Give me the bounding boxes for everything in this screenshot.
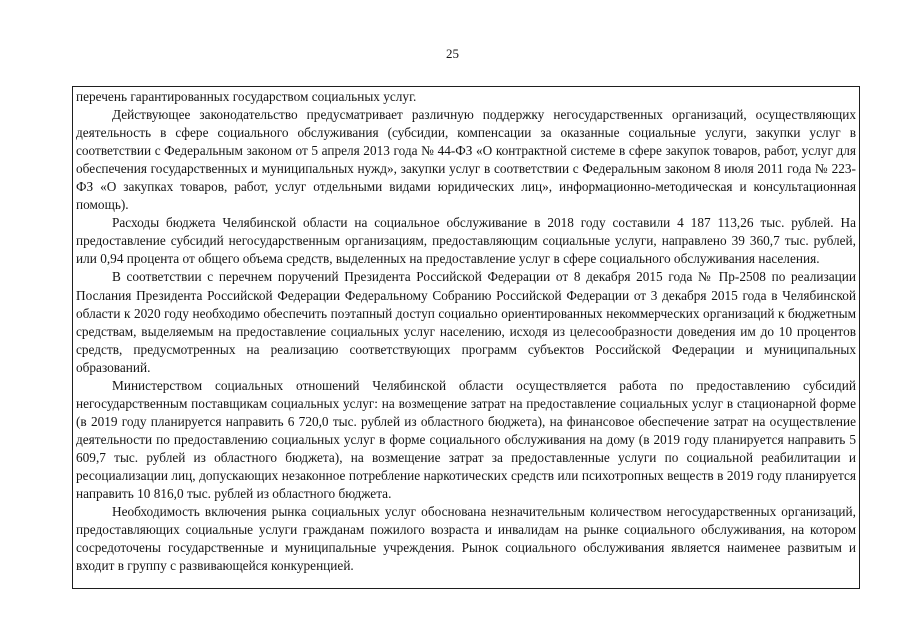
paragraph-ministry-subsidies: Министерством социальных отношений Челябинской области осуществляется работа по предоставлению субсидий негосударственным поставщикам социальных услуг: на возмещение затрат на предоставление социальных услуг в стационарной форме (в 2019 году планируется направить 6 720,0 тыс. рублей из областного бюджета), на финансовое обеспечение затрат на осуществление деятельности по предоставлению социальных услуг в форме социального обслуживания на дому (в 2019 году планируется направить 5 609,7 тыс. рублей из областного бюджета), на возмещение затрат за предоставленные услуги по социальной реабилитации и ресоциализации лиц, допускающих незаконное потребление наркотических средств или психотропных веществ в 2019 году планируется направить 10 816,0 тыс. рублей из областного бюджета. — [76, 377, 856, 502]
paragraph-legislation-support: Действующее законодательство предусматривает различную поддержку негосударственных организаций, осуществляющих деятельность в сфере социального обслуживания (субсидии, компенсации за оказанные социальные услуги, закупки услуг в соответствии с Федеральным законом от 5 апреля 2013 года № 44-ФЗ «О контрактной системе в сфере закупок товаров, работ, услуг для обеспечения государственных и муниципальных нужд», закупки услуг в соответствии с Федеральным законом 8 июля 2011 года № 223-ФЗ «О закупках товаров, работ, услуг отдельными видами юридических лиц», информационно-методическая и консультационная помощь). — [76, 107, 856, 213]
page-number: 25 — [446, 46, 459, 61]
paragraph-continuation: перечень гарантированных государством социальных услуг. — [76, 89, 417, 104]
text-box — [72, 86, 860, 589]
paragraph-budget-expenses: Расходы бюджета Челябинской области на социальное обслуживание в 2018 году составили 4 187 113,26 тыс. рублей. На предоставление субсидий негосударственным организациям, предоставляющим социальные услуги, направлено 39 360,7 тыс. рублей, или 0,94 процента от общего объема средств, выделенных на предоставление услуг в сфере социального обслуживания населения. — [76, 215, 856, 267]
paragraph-market-justification: Необходимость включения рынка социальных услуг обоснована незначительным количеством негосударственных организаций, предоставляющих социальные услуги гражданам пожилого возраста и инвалидам на рынке социального обслуживания, на котором сосредоточены государственные и муниципальные учреждения. Рынок социального обслуживания является наименее развитым и входит в группу с развивающейся конкуренцией. — [76, 504, 856, 574]
paragraph-presidential-instructions: В соответствии с перечнем поручений Президента Российской Федерации от 8 декабря 2015 года № Пр-2508 по реализации Послания Президента Российской Федерации Федеральному Собранию Российской Федерации от 3 декабря 2015 года в Челябинской области к 2020 году необходимо обеспечить поэтапный доступ социально ориентированных некоммерческих организаций к бюджетным средствам, выделяемым на предоставление социальных услуг населению, исходя из целесообразности доведения им до 10 процентов средств, предусмотренных на реализацию соответствующих программ субъектов Российской Федерации и муниципальных образований. — [76, 269, 856, 375]
